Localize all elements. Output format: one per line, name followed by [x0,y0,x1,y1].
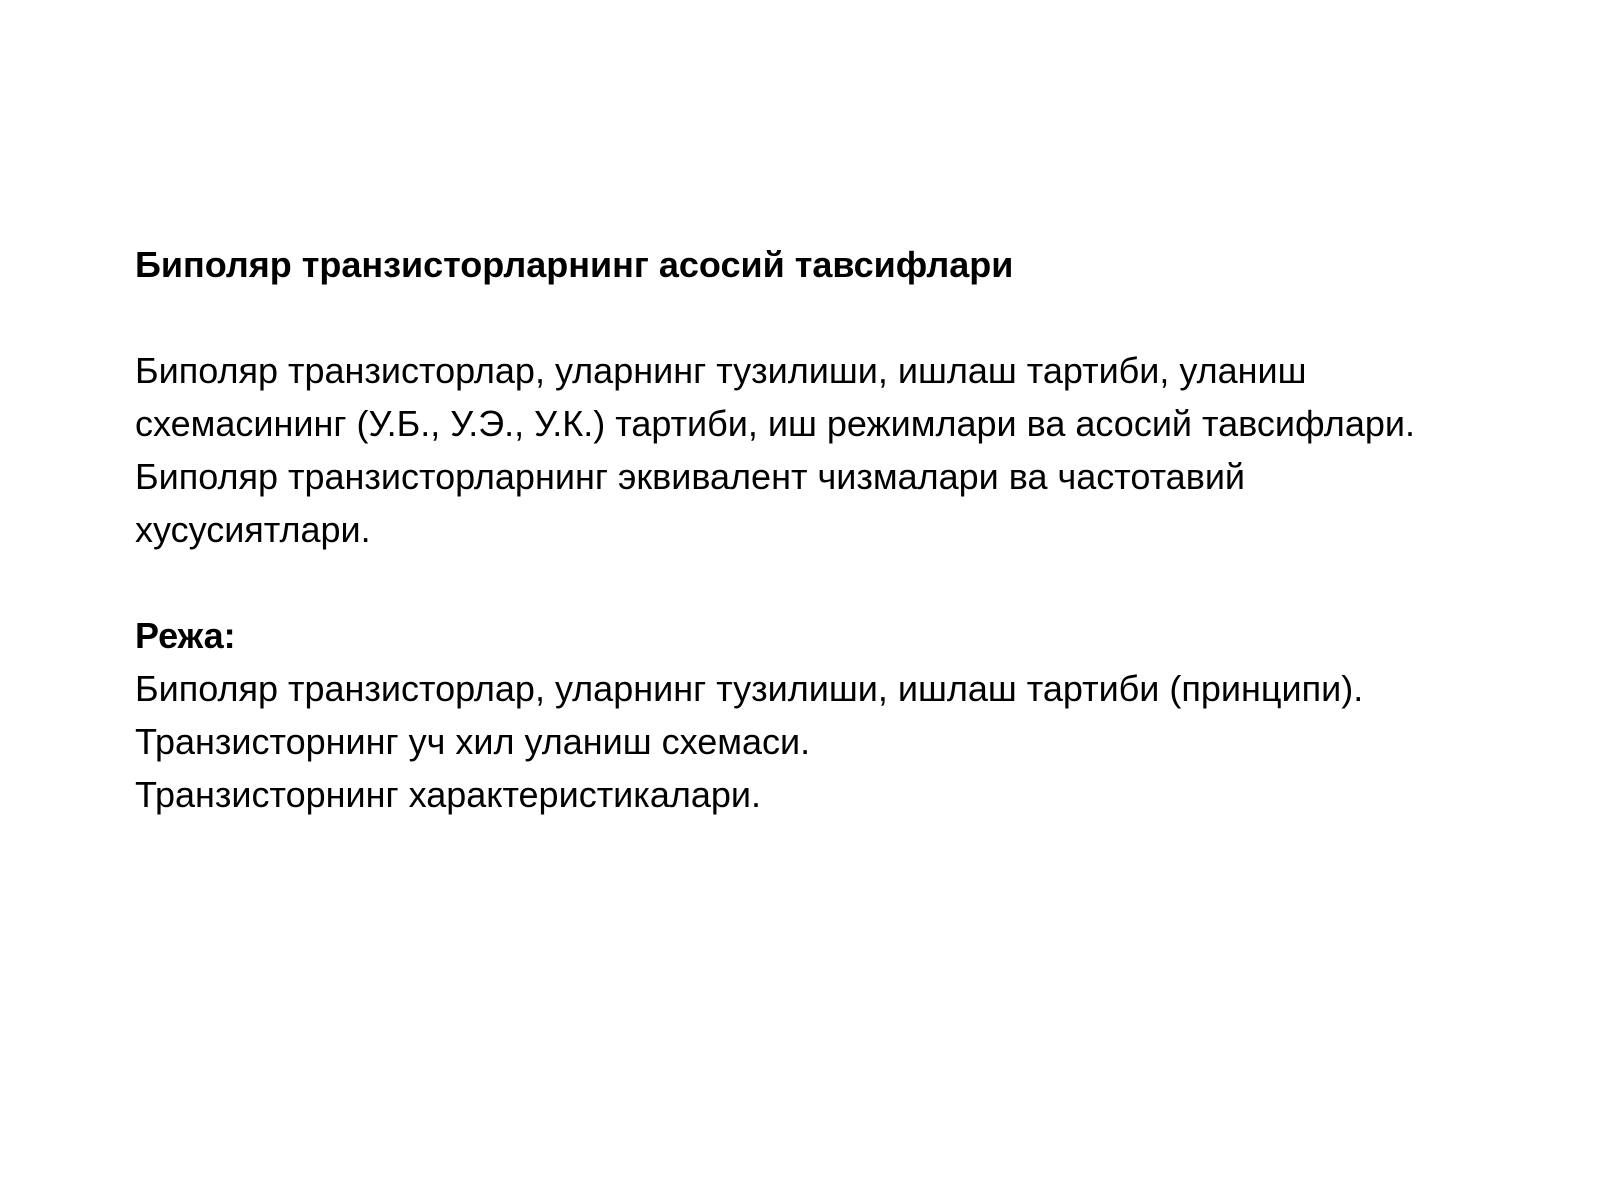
plan-heading: Режа: [135,615,236,656]
plan-item: Биполяр транзисторлар, уларнинг тузилиши, ишлаш тартиби (принципи). [135,668,1364,709]
plan-item: Транзисторнинг характеристикалари. [135,774,762,815]
spacer [135,556,1475,609]
plan-list [135,662,1475,821]
spacer [135,291,1475,344]
description-paragraph: Биполяр транзисторлар, уларнинг тузилиши, ишлаш тартиби, уланиш схемасининг (У.Б., У.Э., У.К.) тартиби, иш режимлари ва асосий тавсифлари. Биполяр транзисторларнинг эквивалент чизмалари ва частотавий хусусиятлари. [135,350,1415,550]
slide-title: Биполяр транзисторларнинг асосий тавсифлари [135,244,1014,285]
plan-item: Транзисторнинг уч хил уланиш схемаси. [135,721,811,762]
slide-content [135,238,1475,821]
